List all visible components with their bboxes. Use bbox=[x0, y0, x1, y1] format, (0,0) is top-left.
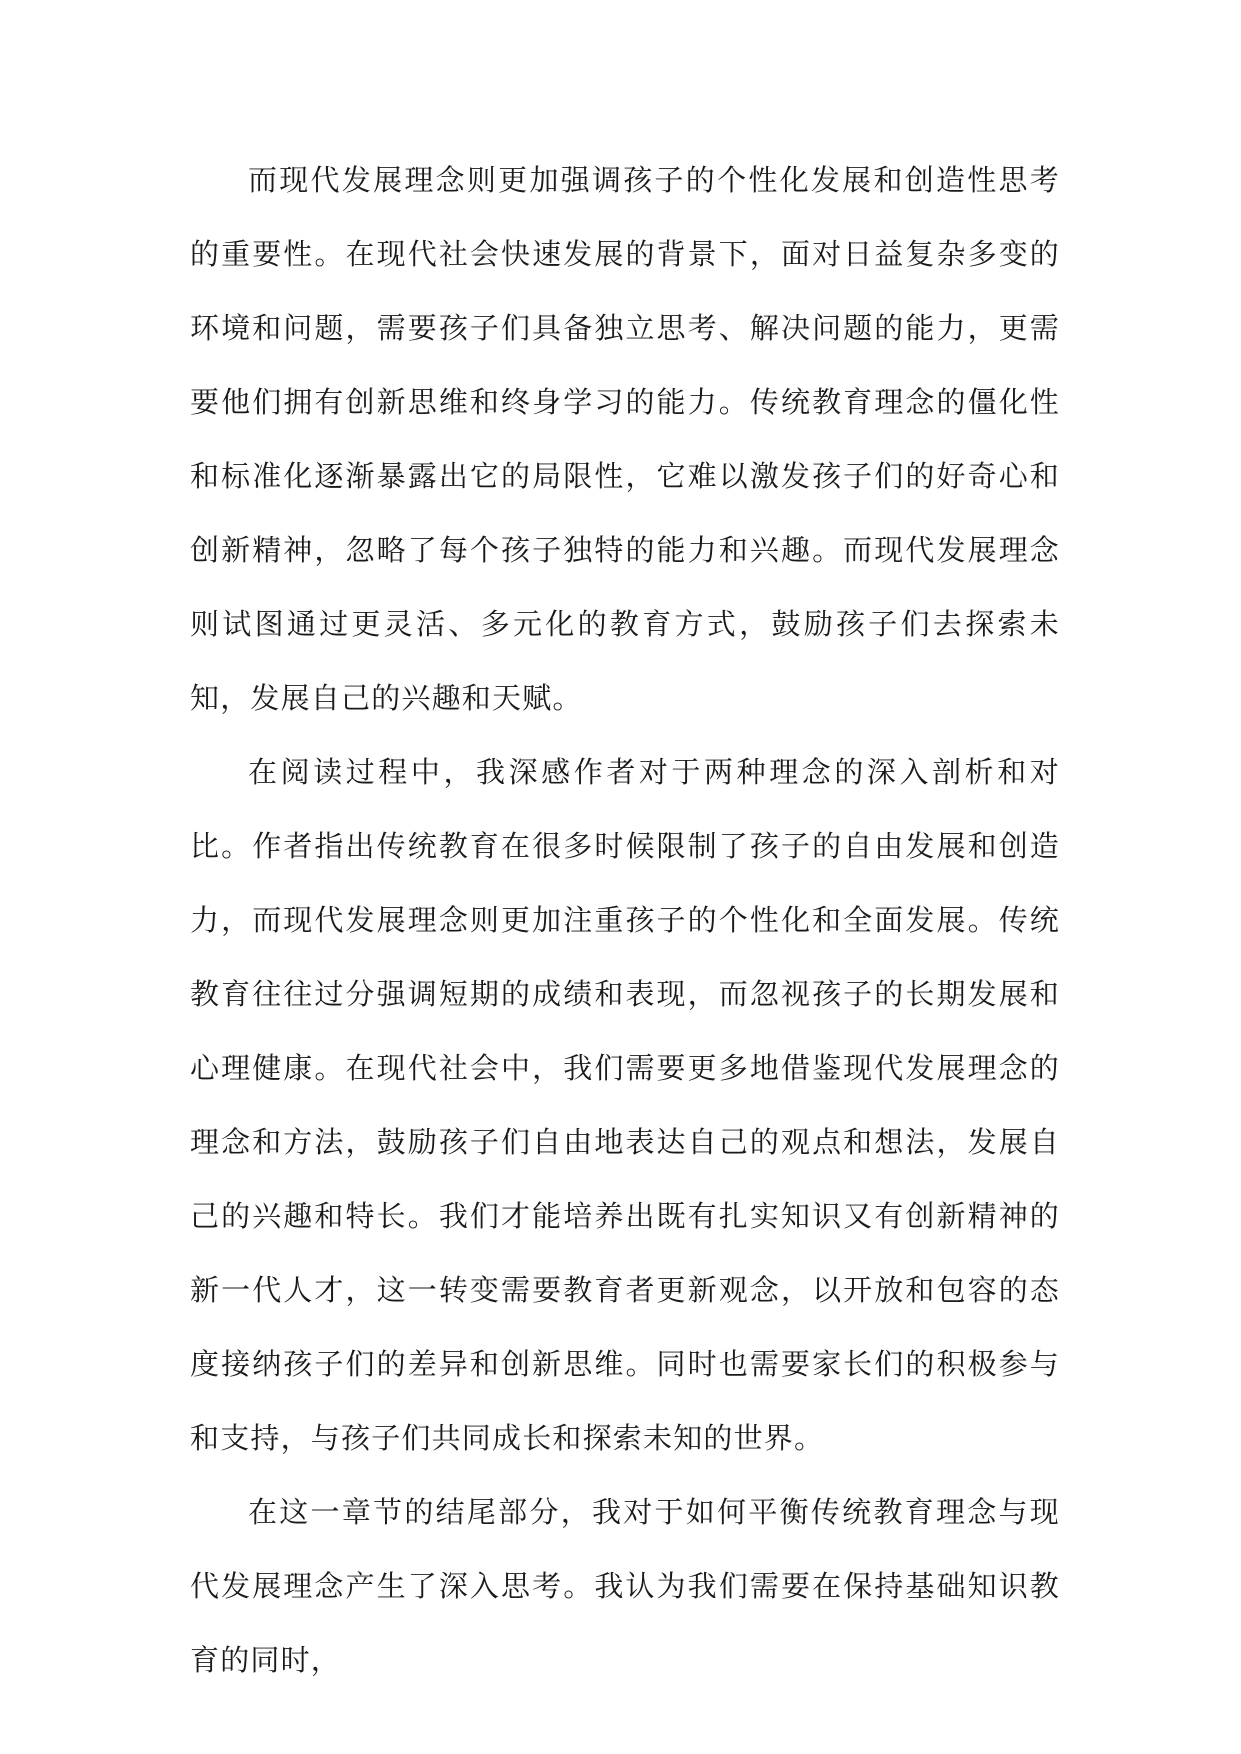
document-body bbox=[190, 143, 1060, 1697]
paragraph: 而现代发展理念则更加强调孩子的个性化发展和创造性思考的重要性。在现代社会快速发展的背景下，面对日益复杂多变的环境和问题，需要孩子们具备独立思考、解决问题的能力，更需要他们拥有创新思维和终身学习的能力。传统教育理念的僵化性和标准化逐渐暴露出它的局限性，它难以激发孩子们的好奇心和创新精神，忽略了每个孩子独特的能力和兴趣。而现代发展理念则试图通过更灵活、多元化的教育方式，鼓励孩子们去探索未知，发展自己的兴趣和天赋。 bbox=[190, 163, 1060, 715]
paragraph: 在阅读过程中，我深感作者对于两种理念的深入剖析和对比。作者指出传统教育在很多时候限制了孩子的自由发展和创造力，而现代发展理念则更加注重孩子的个性化和全面发展。传统教育往往过分强调短期的成绩和表现，而忽视孩子的长期发展和心理健康。在现代社会中，我们需要更多地借鉴现代发展理念的理念和方法，鼓励孩子们自由地表达自己的观点和想法，发展自己的兴趣和特长。我们才能培养出既有扎实知识又有创新精神的新一代人才，这一转变需要教育者更新观念，以开放和包容的态度接纳孩子们的差异和创新思维。同时也需要家长们的积极参与和支持，与孩子们共同成长和探索未知的世界。 bbox=[190, 755, 1060, 1455]
paragraph: 在这一章节的结尾部分，我对于如何平衡传统教育理念与现代发展理念产生了深入思考。我认为我们需要在保持基础知识教育的同时， bbox=[190, 1495, 1060, 1677]
